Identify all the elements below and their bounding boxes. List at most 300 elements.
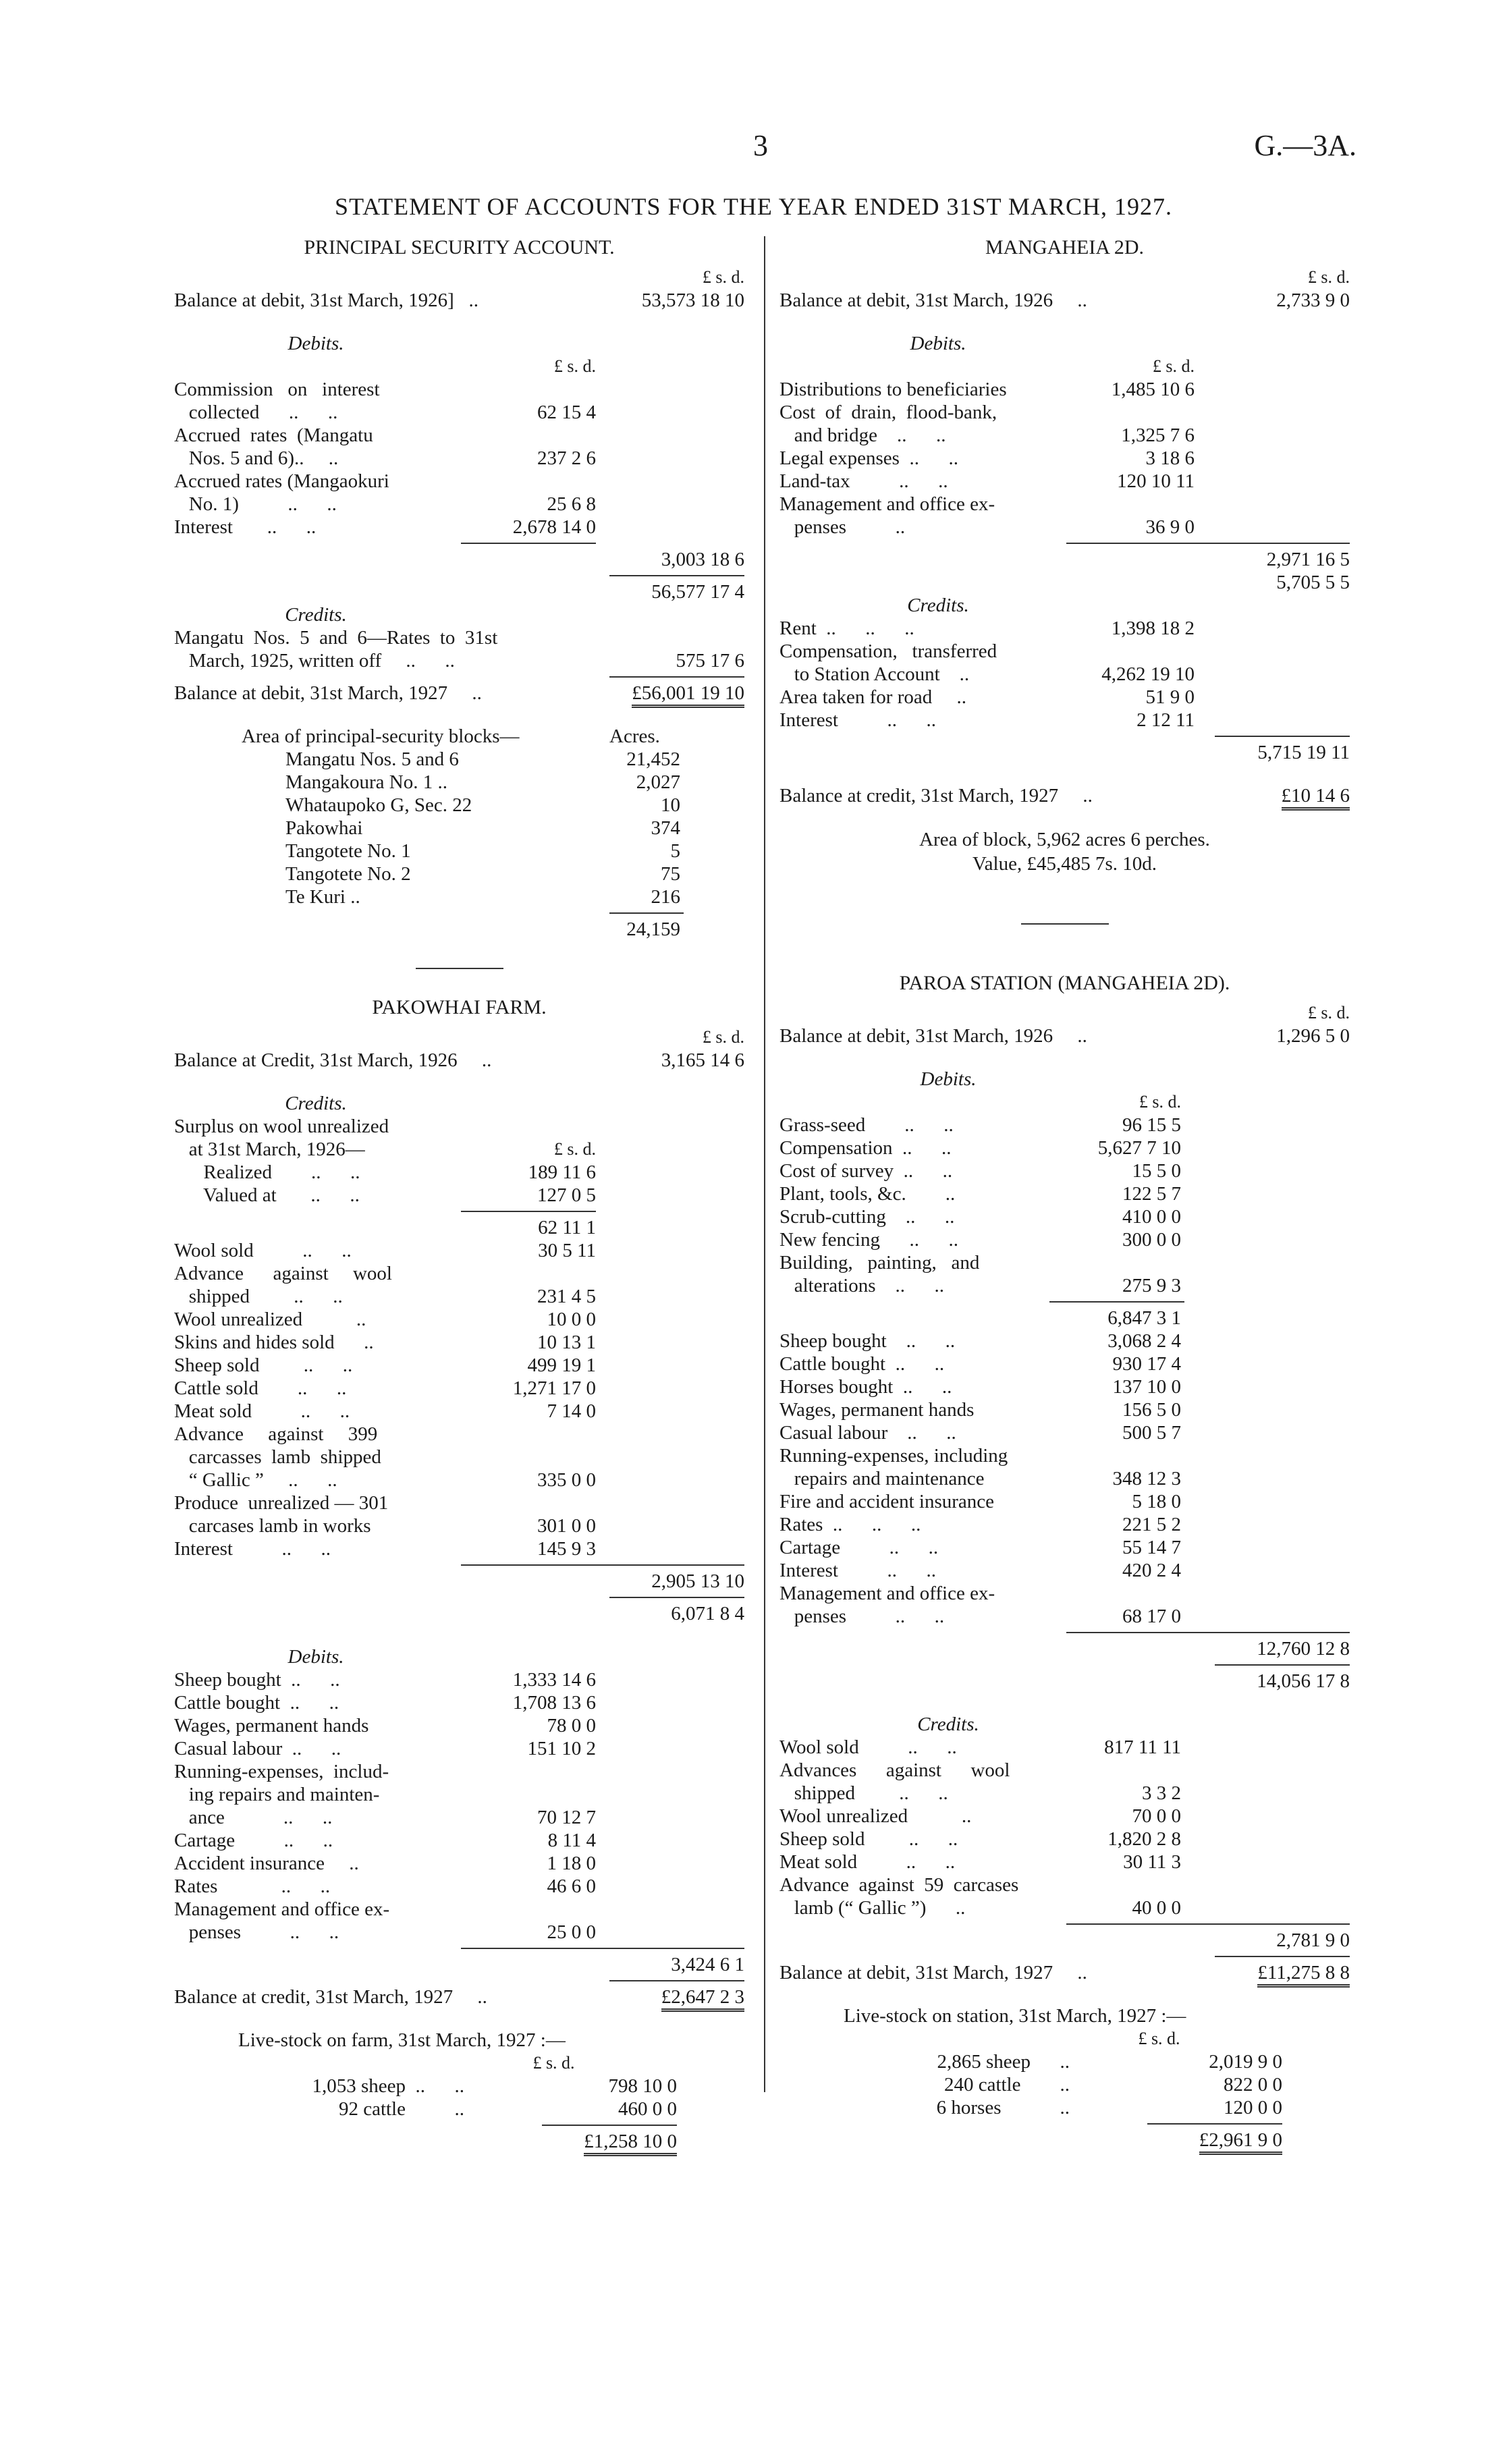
line-item	[174, 1691, 744, 1714]
line-item	[174, 516, 744, 539]
line-item-label: Cartage .. ..	[174, 1830, 333, 1851]
paroa-closing-value: £11,275 8 8	[1257, 1961, 1350, 1988]
line-item	[174, 1262, 744, 1285]
line-item-amount: 10	[661, 794, 680, 816]
line-item-label: Commission on interest	[174, 379, 380, 400]
section-divider	[1021, 923, 1109, 925]
line-item-label: Sheep sold .. ..	[779, 1828, 958, 1850]
line-item-amount: 78 0 0	[547, 1715, 596, 1736]
line-item-label: Horses bought .. ..	[779, 1376, 952, 1398]
pakowhai-column-header: £ s. d.	[702, 1027, 744, 1047]
line-item-label: Sheep bought .. ..	[779, 1330, 956, 1352]
line-item-label: Cattle bought .. ..	[779, 1353, 945, 1375]
line-item	[779, 1536, 1350, 1559]
line-item	[779, 401, 1350, 424]
line-item	[779, 1467, 1350, 1490]
line-item-label: penses .. ..	[779, 1606, 945, 1627]
pakowhai-credits-total: 2,905 13 10	[651, 1570, 744, 1592]
line-item-label: Casual labour .. ..	[779, 1422, 956, 1444]
line-item	[779, 686, 1350, 709]
line-item-amount: 8 11 4	[547, 1830, 596, 1851]
line-item	[174, 1921, 744, 1944]
line-item-amount: 1,333 14 6	[512, 1669, 596, 1691]
line-item	[779, 470, 1350, 493]
psa-credit-line1: Mangatu Nos. 5 and 6—Rates to 31st	[174, 627, 498, 649]
pakowhai-livestock-list	[174, 2075, 744, 2120]
line-item	[174, 1852, 744, 1875]
line-item-label: repairs and maintenance	[779, 1468, 985, 1489]
line-item-amount: 55 14 7	[1122, 1537, 1181, 1558]
line-item-label: 2,865 sheep ..	[937, 2051, 1070, 2073]
line-item	[779, 424, 1350, 447]
statement-title: STATEMENT OF ACCOUNTS FOR THE YEAR ENDED 31ST MARCH, 1927.	[335, 193, 1172, 220]
line-item-amount: 25 6 8	[547, 493, 596, 515]
pakowhai-closing-label: Balance at credit, 31st March, 1927 ..	[174, 1986, 487, 2008]
line-item	[779, 1582, 1350, 1605]
line-item-label: ance .. ..	[174, 1807, 333, 1828]
line-item-label: Wool unrealized ..	[779, 1805, 972, 1827]
line-item	[779, 1182, 1350, 1205]
line-item-label: Advance against wool	[174, 1263, 392, 1284]
line-item	[779, 2050, 1350, 2073]
line-item-amount: 300 0 0	[1122, 1229, 1181, 1251]
line-item-amount: 410 0 0	[1122, 1206, 1181, 1228]
line-item-label: Interest .. ..	[779, 1560, 936, 1581]
pakowhai-closing-value: £2,647 2 3	[661, 1986, 744, 2012]
line-item-amount: 25 0 0	[547, 1921, 596, 1943]
line-item-amount: 930 17 4	[1112, 1353, 1181, 1375]
line-item-amount: 30 11 3	[1123, 1851, 1181, 1873]
line-item-label: Accrued rates (Mangaokuri	[174, 470, 389, 492]
line-item	[174, 1239, 744, 1262]
line-item-label: Land-tax .. ..	[779, 470, 948, 492]
line-item	[174, 1377, 744, 1400]
line-item-amount: 3 3 2	[1142, 1782, 1181, 1804]
line-item-label: Casual labour .. ..	[174, 1738, 341, 1759]
line-item-label: Interest .. ..	[174, 1538, 331, 1560]
line-item-amount: 499 19 1	[527, 1354, 596, 1376]
line-item	[779, 1330, 1350, 1352]
psa-debits-heading: Debits.	[287, 333, 344, 354]
line-item-label: Distributions to beneficiaries	[779, 379, 1007, 400]
line-item-label: collected .. ..	[174, 402, 338, 423]
line-item-label: Sheep bought .. ..	[174, 1669, 340, 1691]
line-item	[779, 1513, 1350, 1536]
line-item	[779, 493, 1350, 516]
line-item-label: 240 cattle ..	[943, 2074, 1070, 2096]
line-item-amount: 36 9 0	[1145, 516, 1195, 538]
line-item-label: Running-expenses, includ-	[174, 1761, 389, 1782]
line-item	[174, 401, 744, 424]
line-item	[779, 1896, 1350, 1919]
line-item-label: shipped .. ..	[174, 1286, 343, 1307]
psa-credits-heading: Credits.	[285, 604, 347, 626]
line-item	[779, 1251, 1350, 1274]
line-item-amount: 1,708 13 6	[512, 1692, 596, 1714]
line-item-amount: 3,068 2 4	[1107, 1330, 1181, 1352]
line-item	[779, 2073, 1350, 2096]
line-item	[779, 1851, 1350, 1873]
line-item	[779, 1444, 1350, 1467]
line-item-label: Legal expenses .. ..	[779, 447, 958, 469]
line-item-amount: 335 0 0	[537, 1469, 596, 1491]
line-item-amount: 1,820 2 8	[1107, 1828, 1181, 1850]
line-item-label: Compensation .. ..	[779, 1137, 952, 1159]
line-item-amount: 275 9 3	[1122, 1275, 1181, 1296]
line-item-label: Whataupoko G, Sec. 22	[285, 794, 472, 816]
line-item-label: Cattle sold .. ..	[174, 1377, 347, 1399]
line-item	[174, 493, 744, 516]
line-item	[779, 1805, 1350, 1828]
mangaheia-debits-subheader: £ s. d.	[1152, 356, 1195, 376]
line-item	[174, 771, 744, 794]
line-item-label: ing repairs and mainten-	[174, 1784, 380, 1805]
psa-closing-value: £56,001 19 10	[632, 682, 744, 708]
line-item	[174, 1668, 744, 1691]
line-item-amount: 500 5 7	[1122, 1422, 1181, 1444]
line-item-label: Management and office ex-	[779, 1583, 995, 1604]
line-item-label: Management and office ex-	[779, 493, 995, 515]
line-item-amount: 348 12 3	[1112, 1468, 1181, 1489]
pakowhai-opening-value: 3,165 14 6	[661, 1049, 744, 1071]
line-item-label: Produce unrealized — 301	[174, 1492, 389, 1514]
line-item-label: Management and office ex-	[174, 1898, 390, 1920]
psa-running-total: 56,577 17 4	[651, 581, 744, 603]
line-item-label: and bridge .. ..	[779, 425, 946, 446]
psa-area-total: 24,159	[626, 919, 680, 940]
mangaheia-title: MANGAHEIA 2D.	[985, 236, 1144, 258]
pakowhai-realized-value: 189 11 6	[528, 1161, 596, 1183]
line-item-amount: 122 5 7	[1122, 1183, 1181, 1205]
psa-closing-label: Balance at debit, 31st March, 1927 ..	[174, 682, 482, 704]
line-item-amount: 237 2 6	[537, 447, 596, 469]
line-item-label: Sheep sold .. ..	[174, 1354, 353, 1376]
mangaheia-closing-value: £10 14 6	[1282, 784, 1350, 811]
line-item	[779, 1736, 1350, 1759]
paroa-title: PAROA STATION (MANGAHEIA 2D).	[899, 972, 1230, 994]
line-item-label: Grass-seed .. ..	[779, 1114, 954, 1136]
line-item	[779, 2096, 1350, 2119]
line-item	[174, 1898, 744, 1921]
line-item-label: Cattle bought .. ..	[174, 1692, 339, 1714]
line-item	[174, 817, 744, 840]
line-item	[779, 1605, 1350, 1628]
line-item-amount: 7 14 0	[547, 1400, 596, 1422]
line-item-label: Advance against 59 carcases	[779, 1874, 1019, 1896]
line-item-amount: 1,271 17 0	[512, 1377, 596, 1399]
line-item-amount: 62 15 4	[537, 402, 596, 423]
line-item-label: Skins and hides sold ..	[174, 1332, 374, 1353]
line-item-amount: 137 10 0	[1112, 1376, 1181, 1398]
line-item-label: Wool unrealized ..	[174, 1309, 366, 1330]
paroa-livestock-total: £2,961 9 0	[1199, 2129, 1282, 2155]
line-item-label: Wool sold .. ..	[174, 1240, 352, 1261]
line-item	[779, 640, 1350, 663]
line-item-label: lamb (“ Gallic ”) ..	[779, 1897, 966, 1919]
line-item	[779, 1205, 1350, 1228]
line-item	[779, 1114, 1350, 1137]
line-item	[779, 663, 1350, 686]
line-item-amount: 460 0 0	[618, 2098, 677, 2120]
pakowhai-running-total: 6,071 8 4	[671, 1603, 744, 1624]
line-item-amount: 10 13 1	[537, 1332, 596, 1353]
line-item	[174, 863, 744, 885]
line-item-label: Running-expenses, including	[779, 1445, 1008, 1467]
line-item-label: 6 horses ..	[936, 2097, 1070, 2118]
line-item	[174, 1875, 744, 1898]
paroa-closing-label: Balance at debit, 31st March, 1927 ..	[779, 1962, 1087, 1983]
line-item-label: Nos. 5 and 6).. ..	[174, 447, 339, 469]
psa-column-header: £ s. d.	[702, 267, 744, 287]
pakowhai-livestock-subheader: £ s. d.	[532, 2053, 575, 2073]
line-item-amount: 68 17 0	[1122, 1606, 1181, 1627]
paroa-debits-total: 12,760 12 8	[1257, 1638, 1350, 1660]
mangaheia-debits-list	[779, 378, 1350, 539]
line-item-amount: 420 2 4	[1122, 1560, 1181, 1581]
line-item-label: Wages, permanent hands	[779, 1399, 975, 1421]
mangaheia-value-note: Value, £45,485 7s. 10d.	[972, 853, 1157, 875]
line-item	[779, 709, 1350, 732]
line-item-label: carcases lamb in works	[174, 1515, 371, 1537]
right-column	[779, 236, 1350, 2152]
line-item-label: penses ..	[779, 516, 906, 538]
line-item	[779, 1782, 1350, 1805]
pakowhai-surplus-line2: at 31st March, 1926—	[174, 1139, 365, 1160]
line-item	[779, 1759, 1350, 1782]
line-item-label: Cost of drain, flood-bank,	[779, 402, 997, 423]
mangaheia-credits-heading: Credits.	[907, 595, 969, 616]
line-item-label: Wages, permanent hands	[174, 1715, 369, 1736]
line-item-label: 1,053 sheep .. ..	[312, 2075, 464, 2097]
line-item	[779, 1137, 1350, 1159]
line-item	[779, 1873, 1350, 1896]
line-item	[174, 1354, 744, 1377]
line-item-label: Meat sold .. ..	[174, 1400, 350, 1422]
line-item	[174, 840, 744, 863]
line-item-amount: 40 0 0	[1132, 1897, 1181, 1919]
line-item-amount: 10 0 0	[547, 1309, 596, 1330]
line-item-label: Rent .. .. ..	[779, 618, 914, 639]
psa-credit-value: 575 17 6	[676, 650, 744, 672]
pakowhai-credits-list	[174, 1239, 744, 1560]
line-item	[174, 1760, 744, 1783]
line-item	[174, 1829, 744, 1852]
line-item-amount: 120 10 11	[1117, 470, 1195, 492]
principal-security-account	[174, 236, 744, 941]
line-item-label: to Station Account ..	[779, 663, 970, 685]
line-item-amount: 75	[661, 863, 680, 885]
paroa-running-total: 14,056 17 8	[1257, 1670, 1350, 1692]
psa-title: PRINCIPAL SECURITY ACCOUNT.	[304, 236, 615, 258]
line-item	[779, 1559, 1350, 1582]
pakowhai-debits-list	[174, 1668, 744, 1944]
line-item-amount: 221 5 2	[1122, 1514, 1181, 1535]
line-item	[174, 2075, 744, 2098]
pakowhai-credits-subheader: £ s. d.	[553, 1139, 596, 1159]
line-item-label: Compensation, transferred	[779, 640, 997, 662]
paroa-column-header: £ s. d.	[1307, 1003, 1350, 1022]
psa-area-list	[174, 748, 744, 908]
line-item-label: penses .. ..	[174, 1921, 339, 1943]
line-item-amount: 1 18 0	[547, 1853, 596, 1874]
line-item-label: shipped .. ..	[779, 1782, 948, 1804]
pakowhai-surplus-line1: Surplus on wool unrealized	[174, 1116, 389, 1137]
line-item-label: Area taken for road ..	[779, 686, 966, 708]
pakowhai-title: PAKOWHAI FARM.	[372, 996, 547, 1018]
pakowhai-valued-label: Valued at .. ..	[174, 1184, 360, 1206]
line-item	[779, 1490, 1350, 1513]
line-item-label: Advances against wool	[779, 1759, 1010, 1781]
line-item-label: Accrued rates (Mangatu	[174, 425, 373, 446]
page-number: 3	[753, 129, 768, 162]
line-item-label: Rates .. .. ..	[779, 1514, 921, 1535]
line-item-amount: 374	[651, 817, 680, 839]
line-item-amount: 46 6 0	[547, 1876, 596, 1897]
line-item	[174, 1285, 744, 1308]
mangaheia-debits-total: 2,971 16 5	[1266, 549, 1350, 570]
left-column	[174, 236, 744, 2153]
line-item-label: Tangotete No. 1	[285, 840, 411, 862]
line-item	[174, 1537, 744, 1560]
mangaheia-opening-value: 2,733 9 0	[1276, 290, 1350, 311]
line-item-label: carcasses lamb shipped	[174, 1446, 381, 1468]
psa-opening-value: 53,573 18 10	[641, 290, 744, 311]
line-item-amount: 145 9 3	[537, 1538, 596, 1560]
line-item	[779, 378, 1350, 401]
line-item-label: Cartage .. ..	[779, 1537, 939, 1558]
line-item	[174, 424, 744, 447]
line-item-label: alterations .. ..	[779, 1275, 945, 1296]
psa-debits-subheader: £ s. d.	[553, 356, 596, 376]
paroa-opening-label: Balance at debit, 31st March, 1926 ..	[779, 1025, 1087, 1047]
line-item-amount: 151 10 2	[527, 1738, 596, 1759]
line-item	[779, 617, 1350, 640]
line-item	[174, 1331, 744, 1354]
line-item-amount: 4,262 19 10	[1101, 663, 1195, 685]
line-item	[779, 1398, 1350, 1421]
line-item-label: “ Gallic ” .. ..	[174, 1469, 337, 1491]
paroa-debits-subheader: £ s. d.	[1139, 1092, 1181, 1112]
psa-area-unit: Acres.	[609, 725, 660, 747]
line-item	[174, 1423, 744, 1446]
line-item-amount: 1,485 10 6	[1111, 379, 1195, 400]
line-item-amount: 96 15 5	[1122, 1114, 1181, 1136]
pakowhai-credits-heading: Credits.	[285, 1093, 347, 1114]
line-item	[174, 1714, 744, 1737]
psa-opening-label: Balance at debit, 31st March, 1926] ..	[174, 290, 478, 311]
section-divider	[416, 968, 503, 969]
pakowhai-debits-total: 3,424 6 1	[671, 1954, 744, 1975]
line-item	[174, 1446, 744, 1469]
paroa-station	[779, 972, 1350, 2152]
line-item-amount: 798 10 0	[608, 2075, 677, 2097]
pakowhai-debits-heading: Debits.	[287, 1646, 344, 1668]
line-item-amount: 70 12 7	[537, 1807, 596, 1828]
line-item-amount: 817 11 11	[1104, 1736, 1181, 1758]
paroa-credits-list	[779, 1736, 1350, 1919]
paper-reference: G.—3A.	[1254, 129, 1357, 162]
paroa-debits1-sum: 6,847 3 1	[1107, 1307, 1181, 1329]
pakowhai-livestock-heading: Live-stock on farm, 31st March, 1927 :—	[238, 2029, 566, 2051]
line-item-amount: 21,452	[626, 748, 680, 770]
mangaheia-credits-list	[779, 617, 1350, 732]
mangaheia-closing-label: Balance at credit, 31st March, 1927 ..	[779, 785, 1093, 806]
line-item-amount: 822 0 0	[1224, 2074, 1282, 2096]
line-item-label: Fire and accident insurance	[779, 1491, 995, 1512]
line-item	[779, 1228, 1350, 1251]
line-item-label: 92 cattle ..	[338, 2098, 464, 2120]
mangaheia-column-header: £ s. d.	[1307, 267, 1350, 287]
line-item-label: Interest .. ..	[779, 709, 936, 731]
line-item-amount: 2 12 11	[1136, 709, 1195, 731]
line-item-amount: 1,398 18 2	[1111, 618, 1195, 639]
line-item-label: Wool sold .. ..	[779, 1736, 957, 1758]
pakowhai-farm	[174, 996, 744, 2153]
line-item-amount: 5,627 7 10	[1097, 1137, 1181, 1159]
line-item-amount: 51 9 0	[1145, 686, 1195, 708]
pakowhai-livestock-total: £1,258 10 0	[584, 2130, 677, 2156]
line-item-amount: 1,325 7 6	[1121, 425, 1195, 446]
line-item-amount: 216	[651, 886, 680, 908]
line-item-label: Scrub-cutting .. ..	[779, 1206, 955, 1228]
line-item-label: Plant, tools, &c. ..	[779, 1183, 956, 1205]
line-item	[779, 1421, 1350, 1444]
line-item	[174, 1806, 744, 1829]
mangaheia-debits-heading: Debits.	[910, 333, 966, 354]
line-item-amount: 120 0 0	[1224, 2097, 1282, 2118]
line-item-amount: 301 0 0	[537, 1515, 596, 1537]
line-item	[174, 1400, 744, 1423]
line-item	[174, 1783, 744, 1806]
line-item	[779, 1159, 1350, 1182]
mangaheia-2d	[779, 236, 1350, 876]
line-item	[174, 885, 744, 908]
line-item	[174, 378, 744, 401]
line-item-amount: 15 5 0	[1132, 1160, 1181, 1182]
line-item	[779, 1274, 1350, 1297]
paroa-livestock-subheader: £ s. d.	[1138, 2029, 1180, 2048]
line-item	[779, 1828, 1350, 1851]
line-item	[174, 447, 744, 470]
paroa-livestock-list	[779, 2050, 1350, 2119]
column-divider	[764, 236, 765, 2092]
psa-debits-list	[174, 378, 744, 539]
line-item-label: Mangatu Nos. 5 and 6	[285, 748, 459, 770]
line-item	[174, 2098, 744, 2120]
line-item-label: No. 1) .. ..	[174, 493, 337, 515]
line-item	[779, 516, 1350, 539]
mangaheia-area-note: Area of block, 5,962 acres 6 perches.	[919, 829, 1210, 850]
line-item-label: Meat sold .. ..	[779, 1851, 956, 1873]
line-item-amount: 70 0 0	[1132, 1805, 1181, 1827]
line-item	[174, 794, 744, 817]
line-item	[174, 1491, 744, 1514]
psa-debits-total: 3,003 18 6	[661, 549, 744, 570]
mangaheia-running-total: 5,705 5 5	[1276, 572, 1350, 593]
line-item-label: Te Kuri ..	[285, 886, 360, 908]
line-item-label: Building, painting, and	[779, 1252, 980, 1274]
line-item	[174, 748, 744, 771]
line-item	[174, 1737, 744, 1760]
line-item-label: Advance against 399	[174, 1423, 378, 1445]
line-item-label: Accident insurance ..	[174, 1853, 359, 1874]
line-item-amount: 156 5 0	[1122, 1399, 1181, 1421]
paroa-opening-value: 1,296 5 0	[1276, 1025, 1350, 1047]
line-item-label: Interest .. ..	[174, 516, 317, 538]
mangaheia-opening-label: Balance at debit, 31st March, 1926 ..	[779, 290, 1087, 311]
line-item-label: Cost of survey .. ..	[779, 1160, 953, 1182]
pakowhai-opening-label: Balance at Credit, 31st March, 1926 ..	[174, 1049, 492, 1071]
